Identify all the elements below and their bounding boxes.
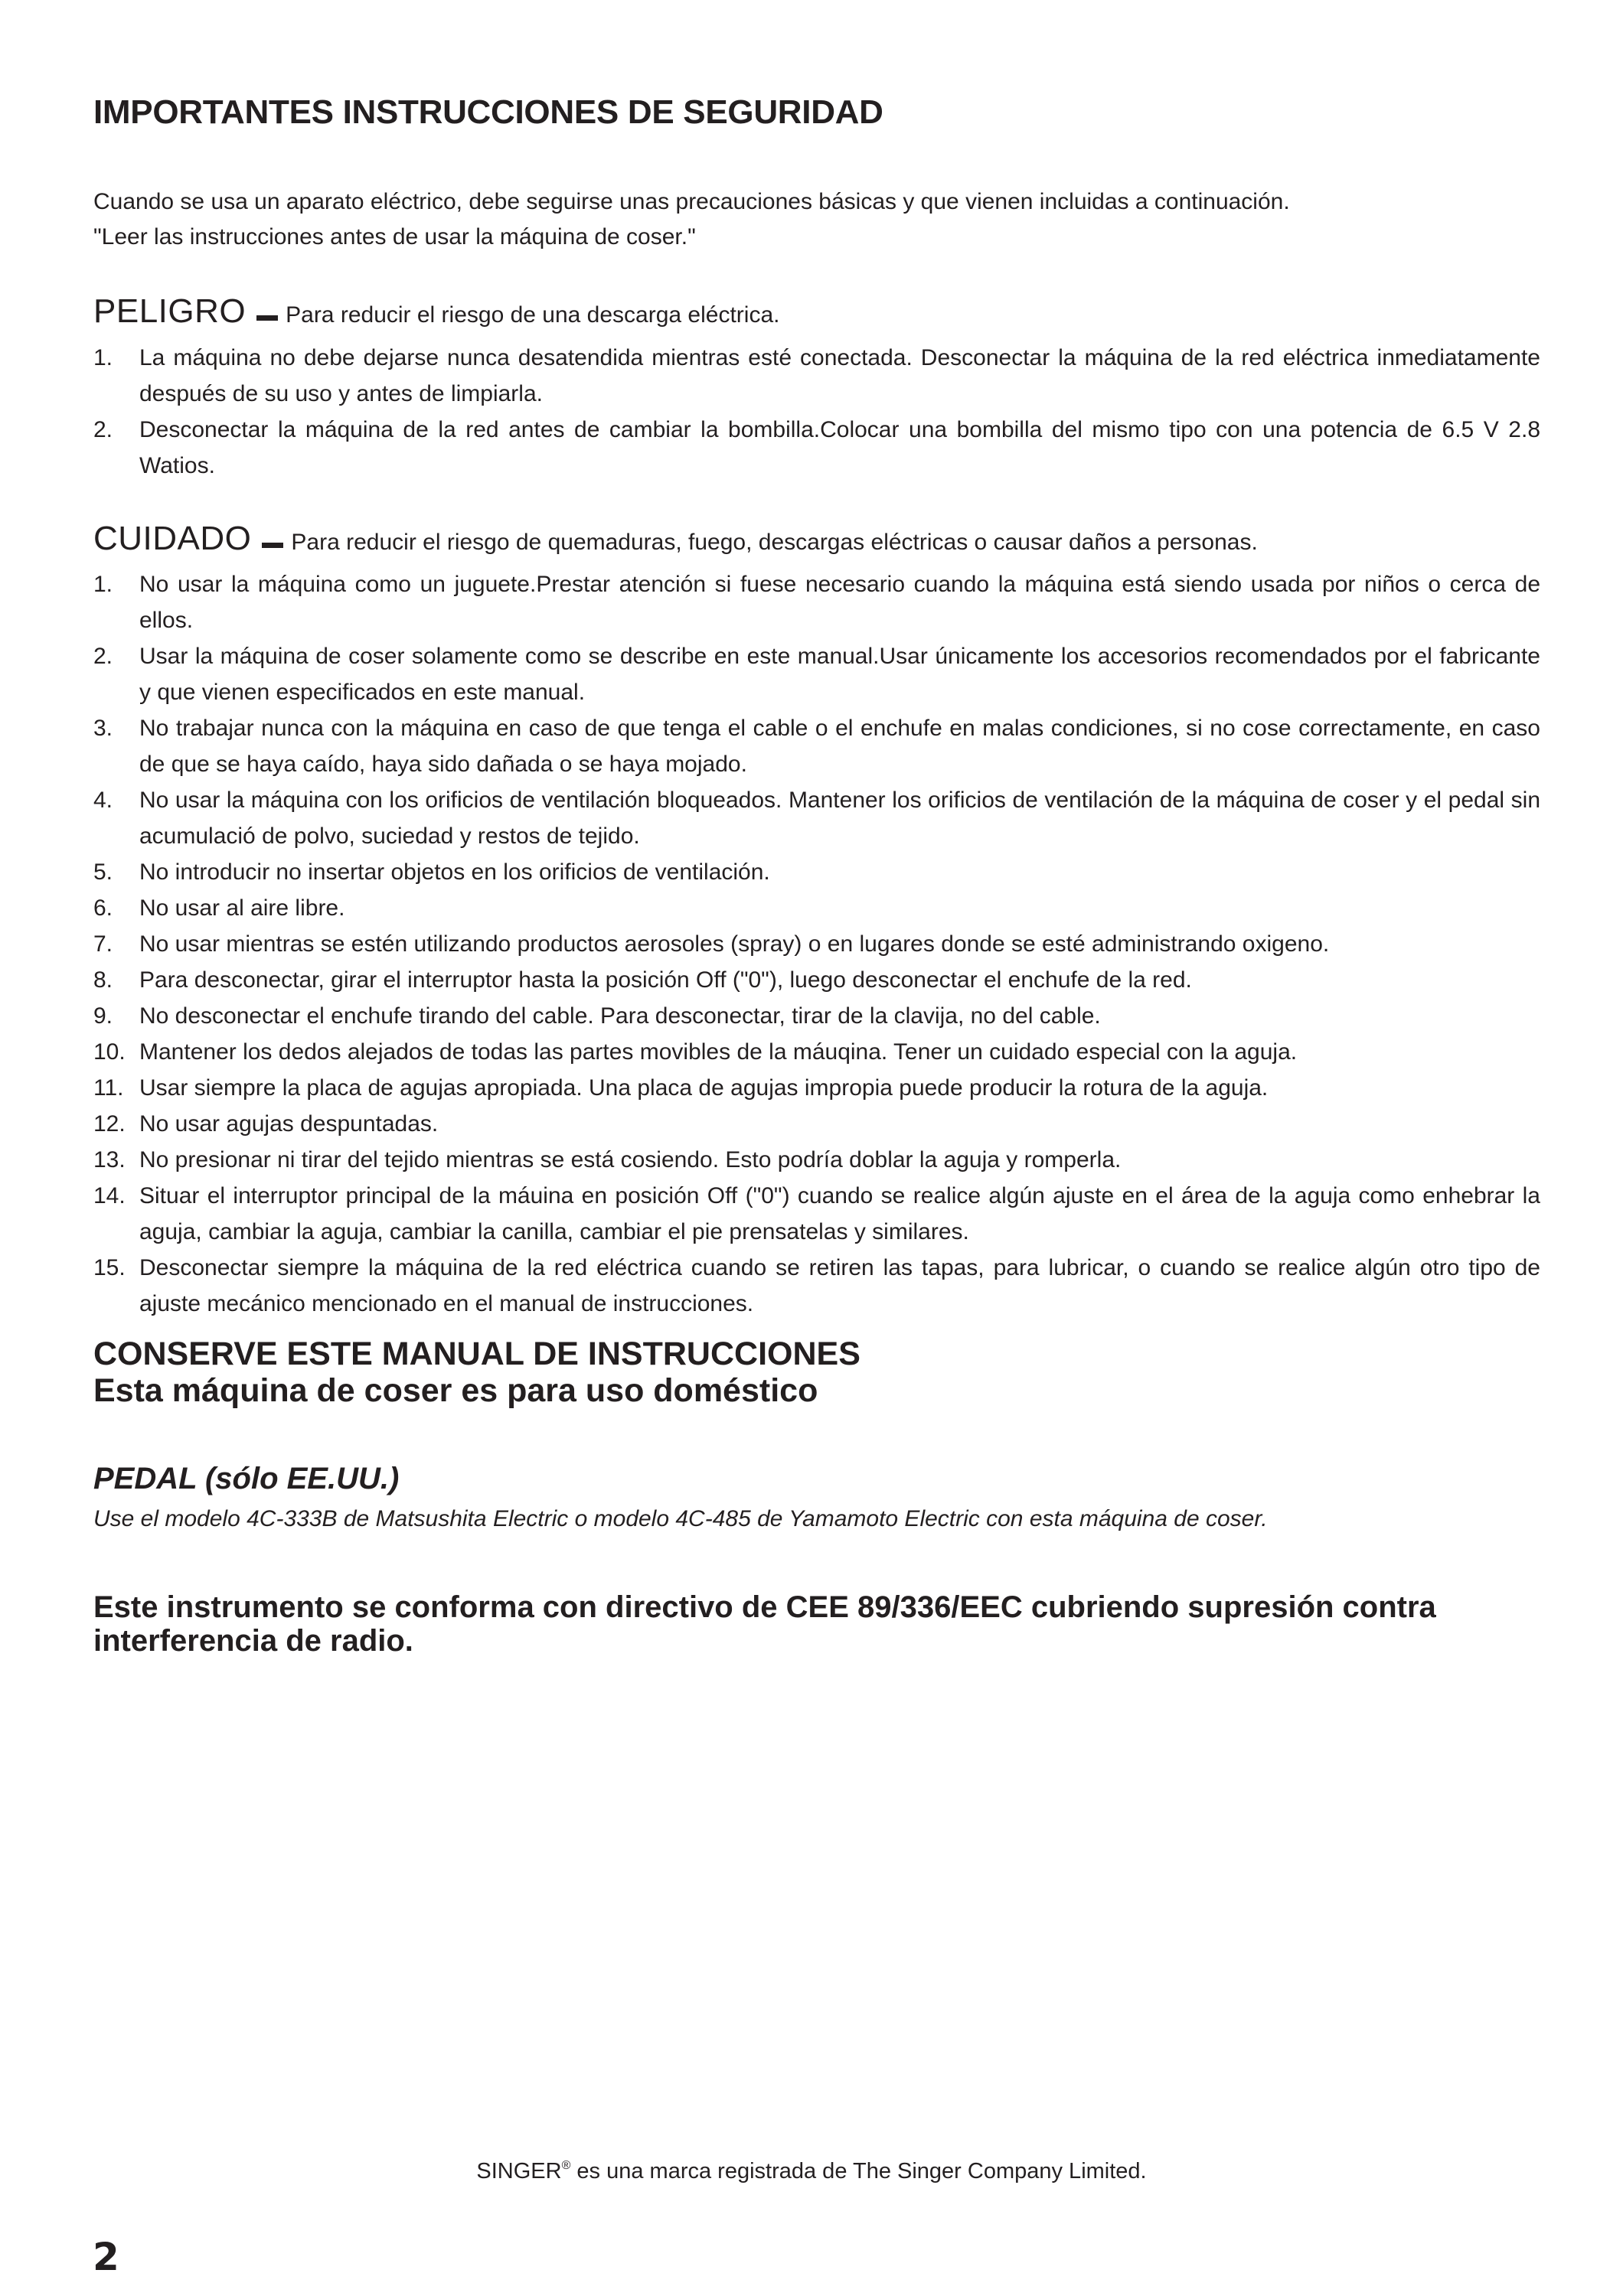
list-item-number: 9. xyxy=(93,1003,113,1029)
cuidado-word: CUIDADO xyxy=(93,520,252,557)
list-item xyxy=(93,1106,1540,1142)
dash-icon xyxy=(256,315,278,321)
list-item-number: 1. xyxy=(93,345,113,370)
intro-line: "Leer las instrucciones antes de usar la máquina de coser." xyxy=(93,224,696,249)
list-item xyxy=(93,1034,1540,1070)
list-item-text: Situar el interruptor principal de la máuina en posición Off ("0") cuando se realice algún ajuste en el área de la aguja como enhebrar la aguja, cambiar la aguja, cambiar la canilla, cambiar el pie prensatelas y similares. xyxy=(139,1183,1540,1244)
list-item-number: 2. xyxy=(93,644,113,669)
list-item-text: Desconectar la máquina de la red antes de cambiar la bombilla.Colocar una bombilla del mismo tipo con una potencia de 6.5 V 2.8 Watios. xyxy=(139,417,1540,478)
list-item xyxy=(93,566,1540,638)
page-title: IMPORTANTES INSTRUCCIONES DE SEGURIDAD xyxy=(93,93,883,131)
conserve-heading xyxy=(93,1336,860,1409)
list-item-number: 14. xyxy=(93,1183,126,1208)
peligro-heading xyxy=(93,292,779,331)
list-item-number: 13. xyxy=(93,1147,126,1172)
list-item xyxy=(93,1178,1540,1250)
list-item-text: Desconectar siempre la máquina de la red eléctrica cuando se retiren las tapas, para lubricar, o cuando se realice algún otro tipo de ajuste mecánico mencionado en el manual de instrucciones. xyxy=(139,1255,1540,1316)
list-item xyxy=(93,854,1540,890)
list-item-number: 15. xyxy=(93,1255,126,1280)
list-item-text: Usar la máquina de coser solamente como se describe en este manual.Usar únicamente los accesorios recomendados por el fabricante y que vienen especificados en este manual. xyxy=(139,644,1540,705)
intro-paragraph xyxy=(93,184,1290,255)
cuidado-heading xyxy=(93,520,1258,558)
cuidado-description: Para reducir el riesgo de quemaduras, fuego, descargas eléctricas o causar daños a personas. xyxy=(291,530,1258,555)
page-number: 2 xyxy=(93,2235,119,2279)
list-item-number: 6. xyxy=(93,895,113,921)
cuidado-list xyxy=(93,566,1540,1322)
list-item-text: La máquina no debe dejarse nunca desatendida mientras esté conectada. Desconectar la máquina de la red eléctrica inmediatamente después de su uso y antes de limpiarla. xyxy=(139,345,1540,406)
list-item-text: No introducir no insertar objetos en los orificios de ventilación. xyxy=(139,859,770,885)
list-item-number: 8. xyxy=(93,967,113,993)
intro-line: Cuando se usa un aparato eléctrico, debe seguirse unas precauciones básicas y que vienen incluidas a continuación. xyxy=(93,189,1290,214)
list-item-text: No usar al aire libre. xyxy=(139,895,345,921)
pedal-title: PEDAL (sólo EE.UU.) xyxy=(93,1462,400,1495)
trademark-footer xyxy=(0,2159,1623,2184)
list-item xyxy=(93,1070,1540,1106)
conserve-line: CONSERVE ESTE MANUAL DE INSTRUCCIONES xyxy=(93,1336,860,1372)
list-item-text: No presionar ni tirar del tejido mientras se está cosiendo. Esto podría doblar la aguja y romperla. xyxy=(139,1147,1122,1172)
domestic-use-line: Esta máquina de coser es para uso doméstico xyxy=(93,1372,818,1409)
brand-name: SINGER xyxy=(476,2159,562,2183)
list-item xyxy=(93,926,1540,962)
list-item xyxy=(93,1250,1540,1322)
list-item-text: No usar mientras se estén utilizando productos aerosoles (spray) o en lugares donde se esté administrando oxigeno. xyxy=(139,931,1330,957)
list-item xyxy=(93,412,1540,484)
list-item-text: No usar agujas despuntadas. xyxy=(139,1111,439,1137)
list-item-text: No usar la máquina como un juguete.Prestar atención si fuese necesario cuando la máquina está siendo usada por niños o cerca de ellos. xyxy=(139,572,1540,633)
list-item-number: 7. xyxy=(93,931,113,957)
list-item-number: 5. xyxy=(93,859,113,885)
list-item xyxy=(93,1142,1540,1178)
dash-icon xyxy=(262,543,283,548)
list-item-text: Para desconectar, girar el interruptor hasta la posición Off ("0"), luego desconectar el enchufe de la red. xyxy=(139,967,1192,993)
list-item xyxy=(93,782,1540,854)
list-item-number: 11. xyxy=(93,1075,124,1101)
list-item xyxy=(93,340,1540,412)
list-item xyxy=(93,890,1540,926)
list-item-number: 1. xyxy=(93,572,113,597)
list-item xyxy=(93,962,1540,998)
list-item-text: No usar la máquina con los orificios de ventilación bloqueados. Mantener los orificios de ventilación de la máquina de coser y el pedal sin acumulació de polvo, suciedad y restos de tejido. xyxy=(139,788,1540,849)
list-item-number: 3. xyxy=(93,716,113,741)
list-item-number: 2. xyxy=(93,417,113,442)
peligro-word: PELIGRO xyxy=(93,292,247,330)
trademark-text: es una marca registrada de The Singer Company Limited. xyxy=(570,2159,1147,2183)
list-item-number: 4. xyxy=(93,788,113,813)
list-item xyxy=(93,998,1540,1034)
pedal-text: Use el modelo 4C-333B de Matsushita Electric o modelo 4C-485 de Yamamoto Electric con esta máquina de coser. xyxy=(93,1506,1268,1531)
registered-mark: ® xyxy=(561,2159,571,2172)
list-item-text: No trabajar nunca con la máquina en caso de que tenga el cable o el enchufe en malas condiciones, si no cose correctamente, en caso de que se haya caído, haya sido dañada o se haya mojado. xyxy=(139,716,1540,777)
list-item xyxy=(93,710,1540,782)
list-item-text: No desconectar el enchufe tirando del cable. Para desconectar, tirar de la clavija, no del cable. xyxy=(139,1003,1101,1029)
list-item-number: 10. xyxy=(93,1039,126,1065)
list-item xyxy=(93,638,1540,710)
peligro-description: Para reducir el riesgo de una descarga eléctrica. xyxy=(286,302,780,328)
list-item-text: Mantener los dedos alejados de todas las partes movibles de la máuqina. Tener un cuidado especial con la aguja. xyxy=(139,1039,1298,1065)
list-item-text: Usar siempre la placa de agujas apropiada. Una placa de agujas impropia puede producir la rotura de la aguja. xyxy=(139,1075,1269,1101)
cee-notice: Este instrumento se conforma con directivo de CEE 89/336/EEC cubriendo supresión contra interferencia de radio. xyxy=(93,1590,1436,1658)
peligro-list xyxy=(93,340,1540,484)
list-item-number: 12. xyxy=(93,1111,126,1137)
